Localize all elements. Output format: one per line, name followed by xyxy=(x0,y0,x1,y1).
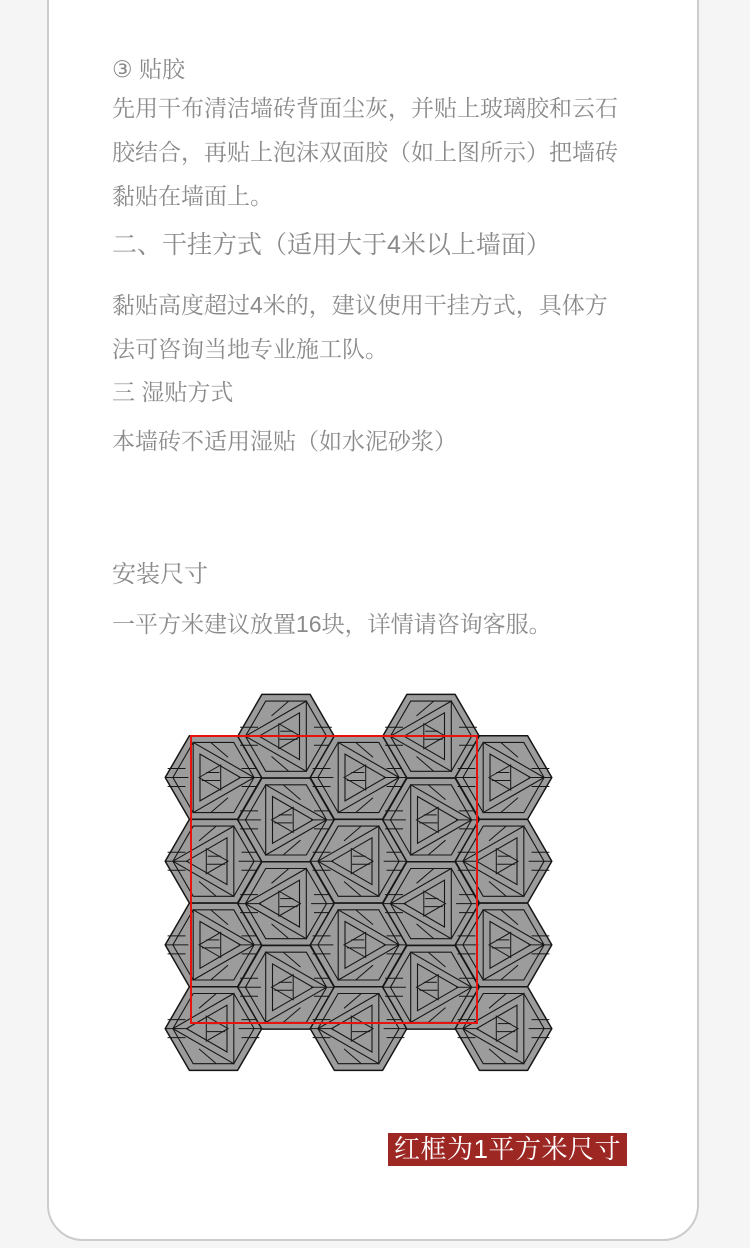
wet-paste-heading: 三 湿贴方式 xyxy=(112,379,234,405)
install-size-paragraph xyxy=(112,609,552,639)
dry-hang-heading: 二、干挂方式（适用大于4米以上墙面） xyxy=(112,231,551,259)
text-line: 一平方米建议放置16块，详情请咨询客服。 xyxy=(112,611,552,637)
text-line: 先用干布清洁墙砖背面尘灰，并贴上玻璃胶和云石 xyxy=(112,95,618,121)
text-line: 黏贴高度超过4米的，建议使用干挂方式，具体方 xyxy=(112,292,608,318)
text-line: 本墙砖不适用湿贴（如水泥砂浆） xyxy=(112,428,457,454)
text-line: 胶结合，再贴上泡沫双面胶（如上图所示）把墙砖 xyxy=(112,139,618,165)
figure-caption-badge: 红框为1平方米尺寸 xyxy=(388,1133,627,1166)
dry-hang-paragraph xyxy=(112,283,608,371)
step3-heading: ③ 贴胶 xyxy=(112,56,186,82)
step3-paragraph xyxy=(112,86,618,218)
text-line: 法可咨询当地专业施工队。 xyxy=(112,336,388,362)
wet-paste-paragraph xyxy=(112,426,457,456)
text-line: 黏贴在墙面上。 xyxy=(112,183,273,209)
install-size-heading: 安装尺寸 xyxy=(112,561,208,588)
